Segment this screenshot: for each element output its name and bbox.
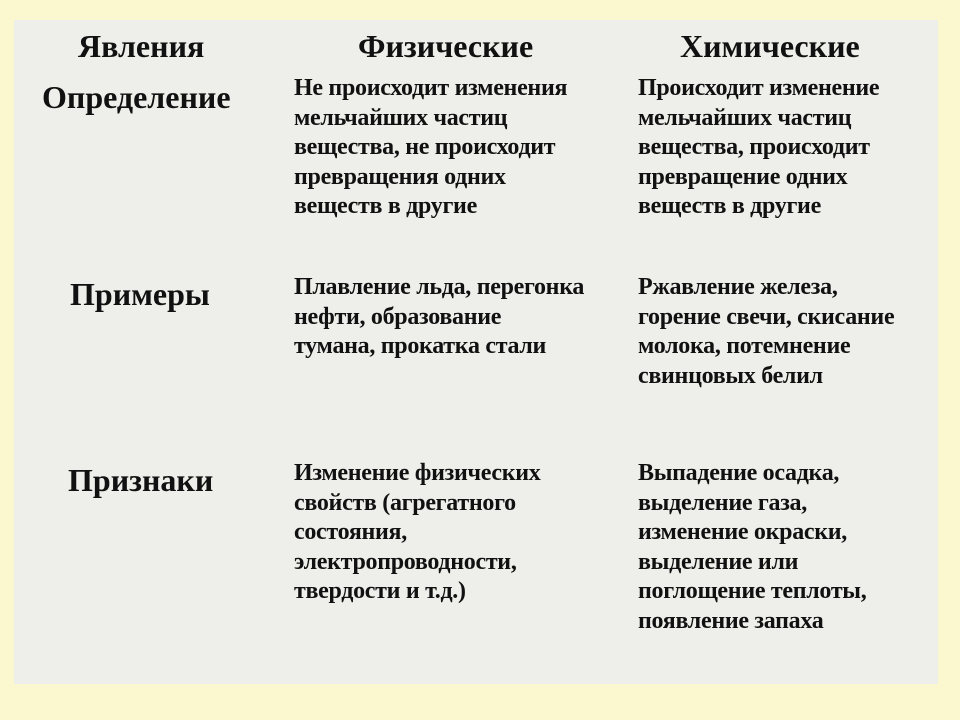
cell-line: молока, потемнение: [638, 333, 851, 359]
cell-line: веществ в другие: [638, 193, 821, 219]
cell-line: Происходит изменение: [638, 75, 880, 101]
cell-line: свинцовых белил: [638, 362, 823, 389]
cell-line: вещества, происходит: [638, 134, 870, 160]
cell-line: твердости и т.д.): [294, 578, 466, 604]
cell-line: нефти, образование: [294, 303, 502, 330]
cell-line: выделение или: [638, 548, 799, 575]
cell-line: Выпадение осадка,: [638, 460, 840, 486]
cell-examples-chemical: [638, 273, 894, 391]
cell-line: свойств (агрегатного: [294, 489, 516, 516]
row-label-signs: Признаки: [68, 462, 214, 498]
cell-line: Плавление льда, перегонка: [294, 274, 585, 300]
cell-line: электропроводности,: [294, 548, 517, 575]
cell-line: Изменение физических: [294, 460, 541, 486]
cell-line: веществ в другие: [294, 193, 477, 219]
cell-line: горение свечи, скисание: [638, 303, 895, 330]
header-physical: Физические: [358, 28, 534, 64]
cell-line: превращение одних: [638, 163, 848, 190]
header-chemical: Химические: [680, 28, 860, 64]
header-phenomena: Явления: [78, 28, 205, 64]
cell-line: вещества, не происходит: [294, 134, 556, 160]
row-label-examples: Примеры: [70, 276, 210, 312]
cell-line: Ржавление железа,: [638, 274, 838, 300]
cell-signs-physical: [294, 459, 540, 607]
cell-line: выделение газа,: [638, 489, 807, 516]
cell-line: превращения одних: [294, 163, 506, 190]
cell-line: изменение окраски,: [638, 519, 848, 545]
row-label-definition: Определение: [42, 79, 231, 115]
cell-line: мельчайших частиц: [294, 104, 508, 131]
cell-signs-chemical: [638, 459, 866, 636]
cell-examples-physical: [294, 273, 584, 362]
cell-line: мельчайших частиц: [638, 104, 852, 131]
cell-line: состояния,: [294, 519, 407, 545]
cell-line: тумана, прокатка стали: [294, 333, 547, 359]
cell-line: появление запаха: [638, 607, 824, 634]
cell-line: Не происходит изменения: [294, 75, 568, 101]
cell-definition-chemical: [638, 74, 879, 222]
cell-line: поглощение теплоты,: [638, 578, 867, 604]
cell-definition-physical: [294, 74, 567, 222]
